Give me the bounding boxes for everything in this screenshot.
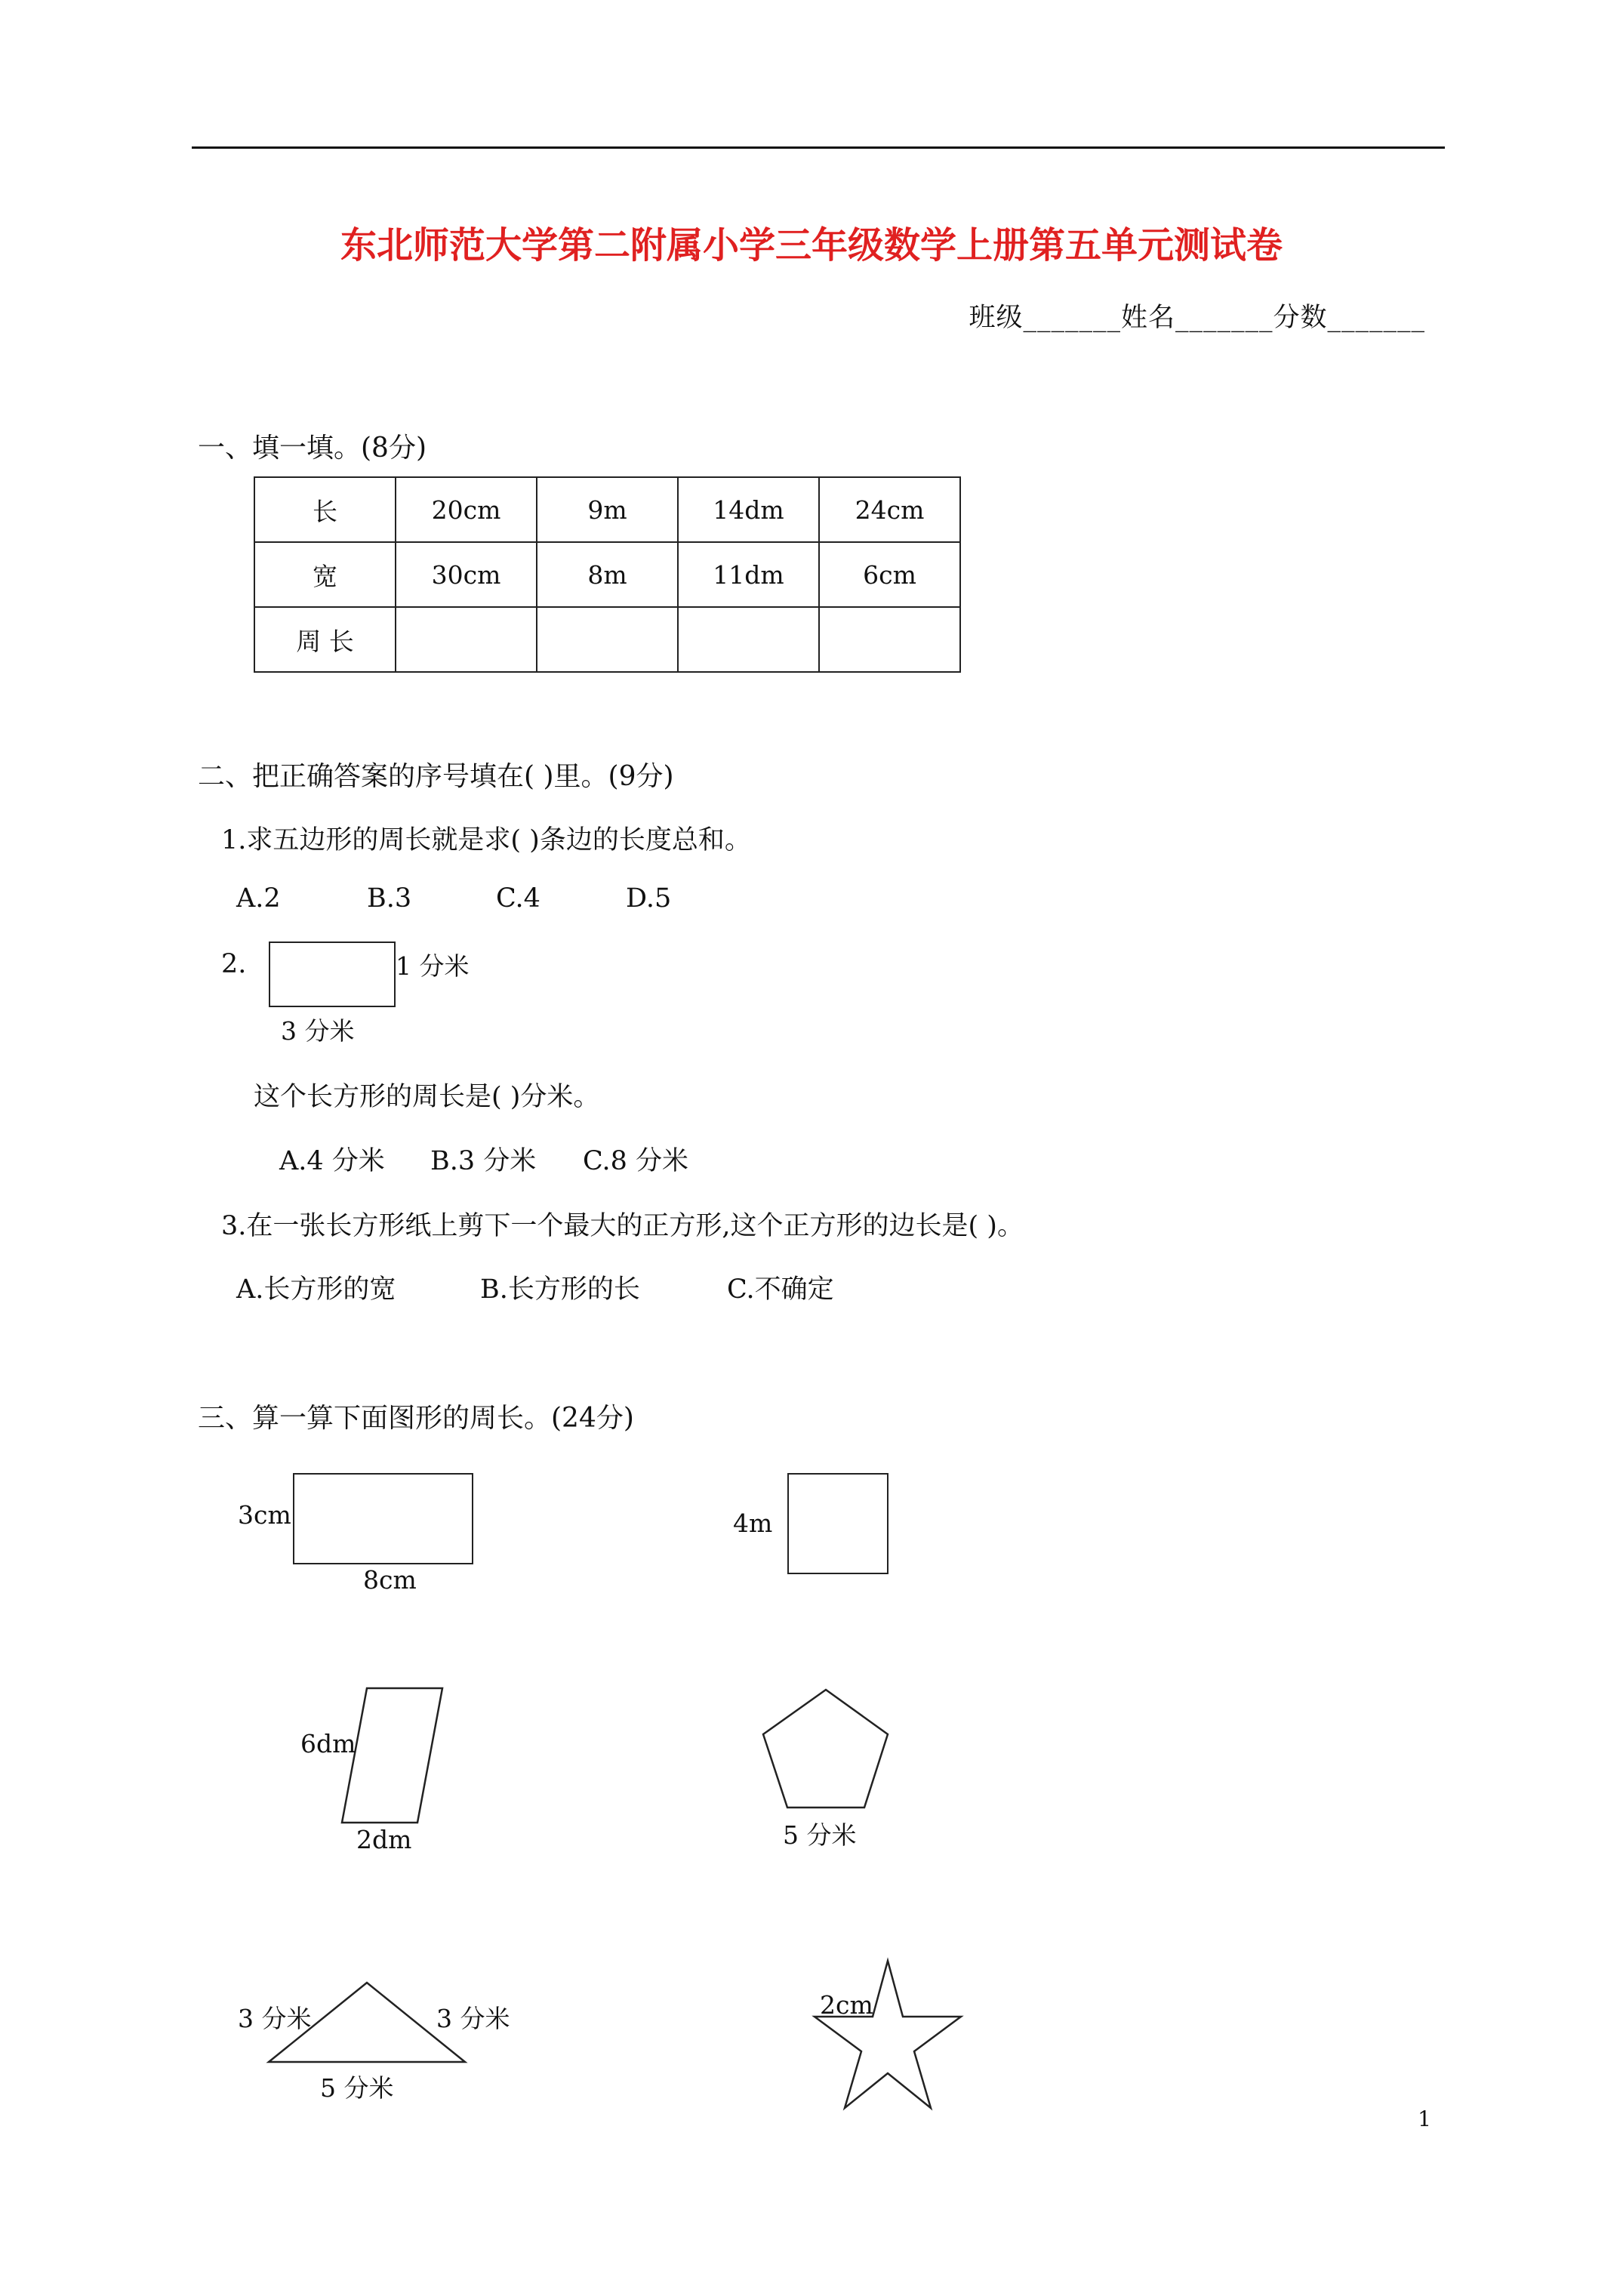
q3-option-a: A.长方形的宽: [236, 1274, 396, 1305]
table-cell: 8m: [537, 542, 678, 607]
table-cell: 11dm: [678, 542, 819, 607]
answer-cell[interactable]: [678, 607, 819, 672]
rectangle-figure: [293, 1473, 473, 1564]
perimeter-table: [254, 476, 961, 673]
q1-text: 1.求五边形的周长就是求( )条边的长度总和。: [221, 825, 751, 855]
q2-length-label: 3 分米: [281, 1016, 355, 1046]
table-cell: 14dm: [678, 477, 819, 542]
q2-width-label: 1 分米: [396, 951, 470, 981]
top-rule: [192, 146, 1445, 149]
star-side-label: 2cm: [820, 1990, 873, 2020]
q3-option-c: C.不确定: [727, 1274, 834, 1305]
triangle-right-label: 3 分米: [436, 2004, 510, 2033]
section2-heading: 二、把正确答案的序号填在( )里。(9分): [198, 761, 674, 792]
pentagon-bottom-label: 5 分米: [783, 1820, 857, 1850]
class-blank: _______: [1023, 303, 1121, 333]
parallelogram-side-label: 6dm: [300, 1729, 356, 1758]
table-cell: 9m: [537, 477, 678, 542]
score-label: 分数: [1273, 303, 1328, 333]
triangle-bottom-label: 5 分米: [320, 2073, 394, 2103]
answer-cell[interactable]: [537, 607, 678, 672]
table-cell: 20cm: [396, 477, 537, 542]
rectangle-side-label: 3cm: [238, 1500, 291, 1530]
table-cell: 30cm: [396, 542, 537, 607]
section1-heading: 一、填一填。(8分): [198, 433, 427, 464]
row-label-width: 宽: [254, 542, 396, 607]
parallelogram-figure: [332, 1684, 453, 1835]
square-side-label: 4m: [733, 1509, 773, 1538]
q2-option-c: C.8 分米: [583, 1146, 689, 1176]
table-cell: 24cm: [819, 477, 960, 542]
score-blank: _______: [1327, 303, 1425, 333]
q2-rectangle: [269, 942, 396, 1007]
table-row: [254, 542, 960, 607]
q2-option-a: A.4 分米: [279, 1146, 385, 1176]
class-label: 班级: [969, 303, 1024, 333]
answer-cell[interactable]: [819, 607, 960, 672]
name-blank: _______: [1175, 303, 1273, 333]
q1-option-c: C.4: [496, 883, 540, 914]
page-number: 1: [1418, 2106, 1431, 2131]
answer-cell[interactable]: [396, 607, 537, 672]
page-title: 东北师范大学第二附属小学三年级数学上册第五单元测试卷: [340, 224, 1283, 267]
square-figure: [787, 1473, 888, 1574]
row-label-length: 长: [254, 477, 396, 542]
name-label: 姓名: [1120, 303, 1175, 333]
triangle-left-label: 3 分米: [238, 2004, 312, 2033]
q1-option-b: B.3: [367, 883, 412, 914]
parallelogram-bottom-label: 2dm: [356, 1825, 412, 1854]
table-row: [254, 477, 960, 542]
q3-option-b: B.长方形的长: [480, 1274, 640, 1305]
row-label-perimeter: 周 长: [254, 607, 396, 672]
star-figure: [800, 1952, 974, 2125]
rectangle-bottom-label: 8cm: [363, 1565, 417, 1595]
table-row: [254, 607, 960, 672]
q1-option-d: D.5: [626, 883, 672, 914]
pentagon-figure: [755, 1684, 898, 1820]
q2-text: 这个长方形的周长是( )分米。: [254, 1082, 600, 1112]
q1-option-a: A.2: [236, 883, 281, 914]
q2-number: 2.: [221, 949, 247, 979]
section3-heading: 三、算一算下面图形的周长。(24分): [198, 1403, 634, 1434]
q2-option-b: B.3 分米: [430, 1146, 537, 1176]
q3-text: 3.在一张长方形纸上剪下一个最大的正方形,这个正方形的边长是( )。: [221, 1211, 1024, 1241]
student-info-line: [969, 297, 1425, 334]
table-cell: 6cm: [819, 542, 960, 607]
